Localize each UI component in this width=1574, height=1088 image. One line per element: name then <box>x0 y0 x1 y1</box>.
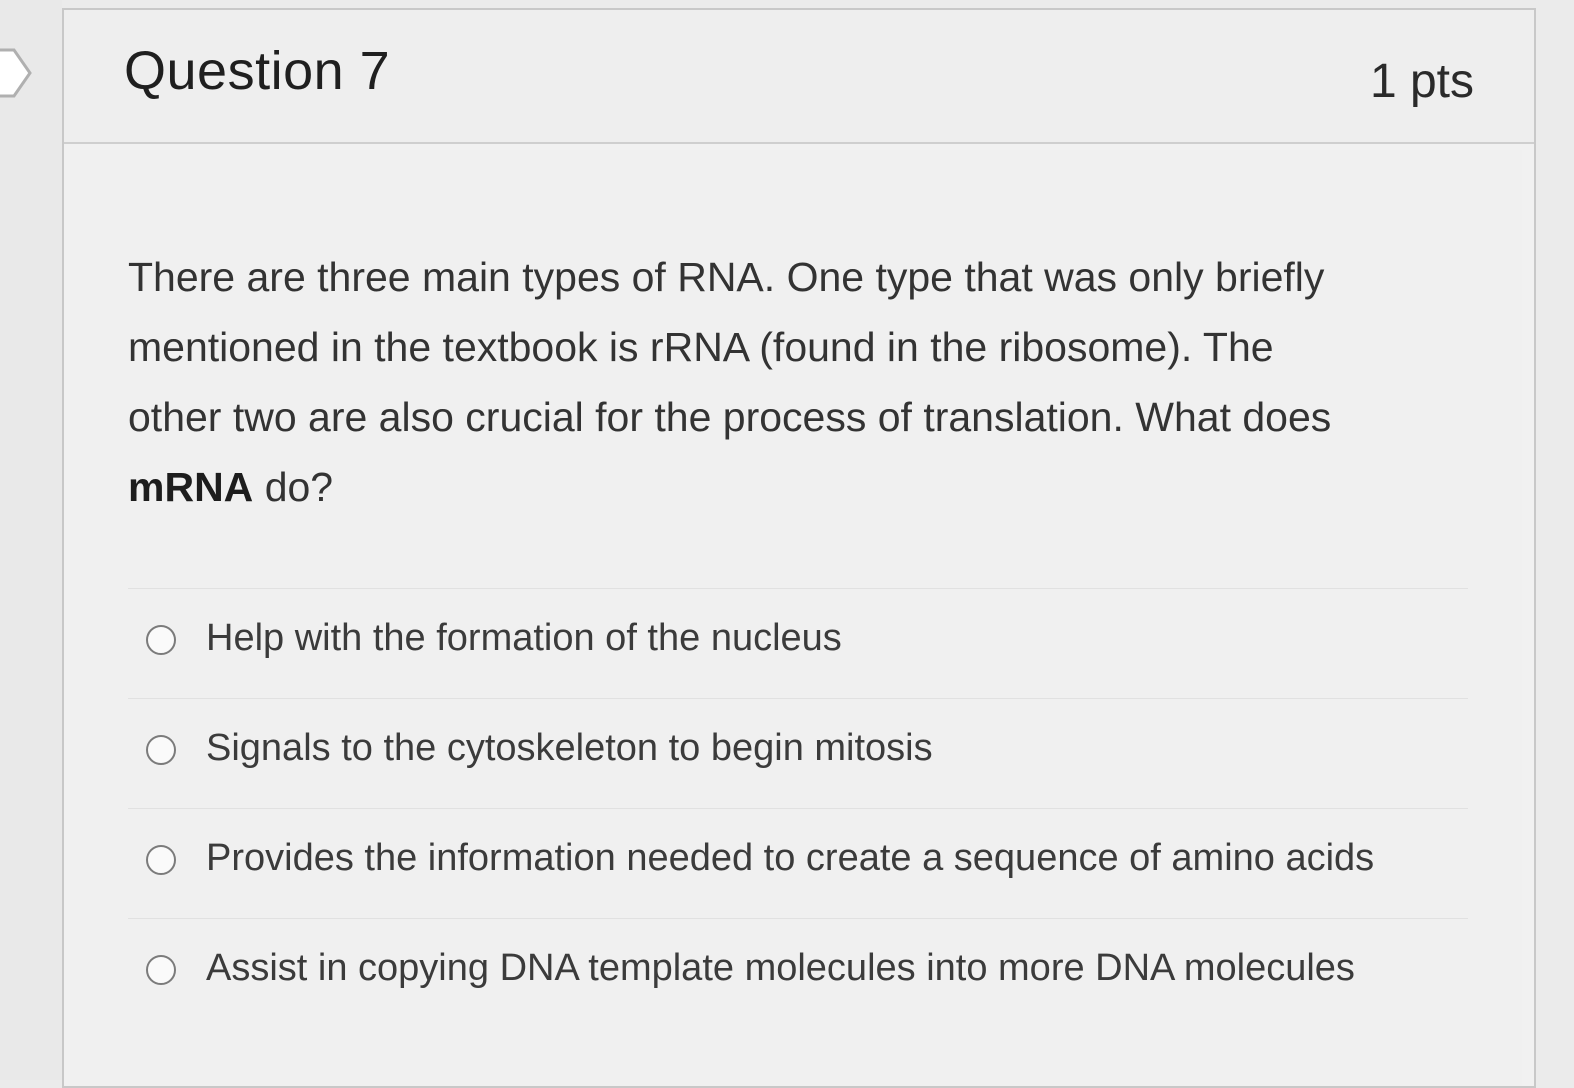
question-header <box>64 10 1534 144</box>
answer-label[interactable]: Signals to the cytoskeleton to begin mitosis <box>206 727 933 769</box>
answer-option-4[interactable] <box>128 918 1468 1028</box>
answer-option-2[interactable] <box>128 698 1468 808</box>
answer-option-3[interactable] <box>128 808 1468 918</box>
left-page-strip <box>0 0 62 1080</box>
answer-list <box>128 588 1468 1028</box>
bookmark-flag-icon[interactable] <box>0 46 36 100</box>
radio-button-icon[interactable] <box>146 625 176 655</box>
radio-button-icon[interactable] <box>146 735 176 765</box>
answer-label[interactable]: Provides the information needed to create a sequence of amino acids <box>206 837 1375 879</box>
radio-button-icon[interactable] <box>146 955 176 985</box>
question-text-emphasis: mRNA <box>128 464 254 510</box>
answer-option-1[interactable] <box>128 588 1468 698</box>
question-points: 1 pts <box>1369 55 1474 108</box>
question-title: Question 7 <box>124 41 391 101</box>
answer-label[interactable]: Assist in copying DNA template molecules into more DNA molecules <box>206 947 1355 989</box>
answer-label[interactable]: Help with the formation of the nucleus <box>206 617 842 659</box>
question-text <box>128 242 1378 522</box>
question-body <box>70 150 1522 1086</box>
question-card <box>62 8 1536 1088</box>
radio-button-icon[interactable] <box>146 845 176 875</box>
question-text-after: do? <box>253 464 334 510</box>
question-text-before: There are three main types of RNA. One type that was only briefly mentioned in the textbook is rRNA (found in the ribosome). The other two are also crucial for the process of translation. What does <box>128 254 1332 440</box>
